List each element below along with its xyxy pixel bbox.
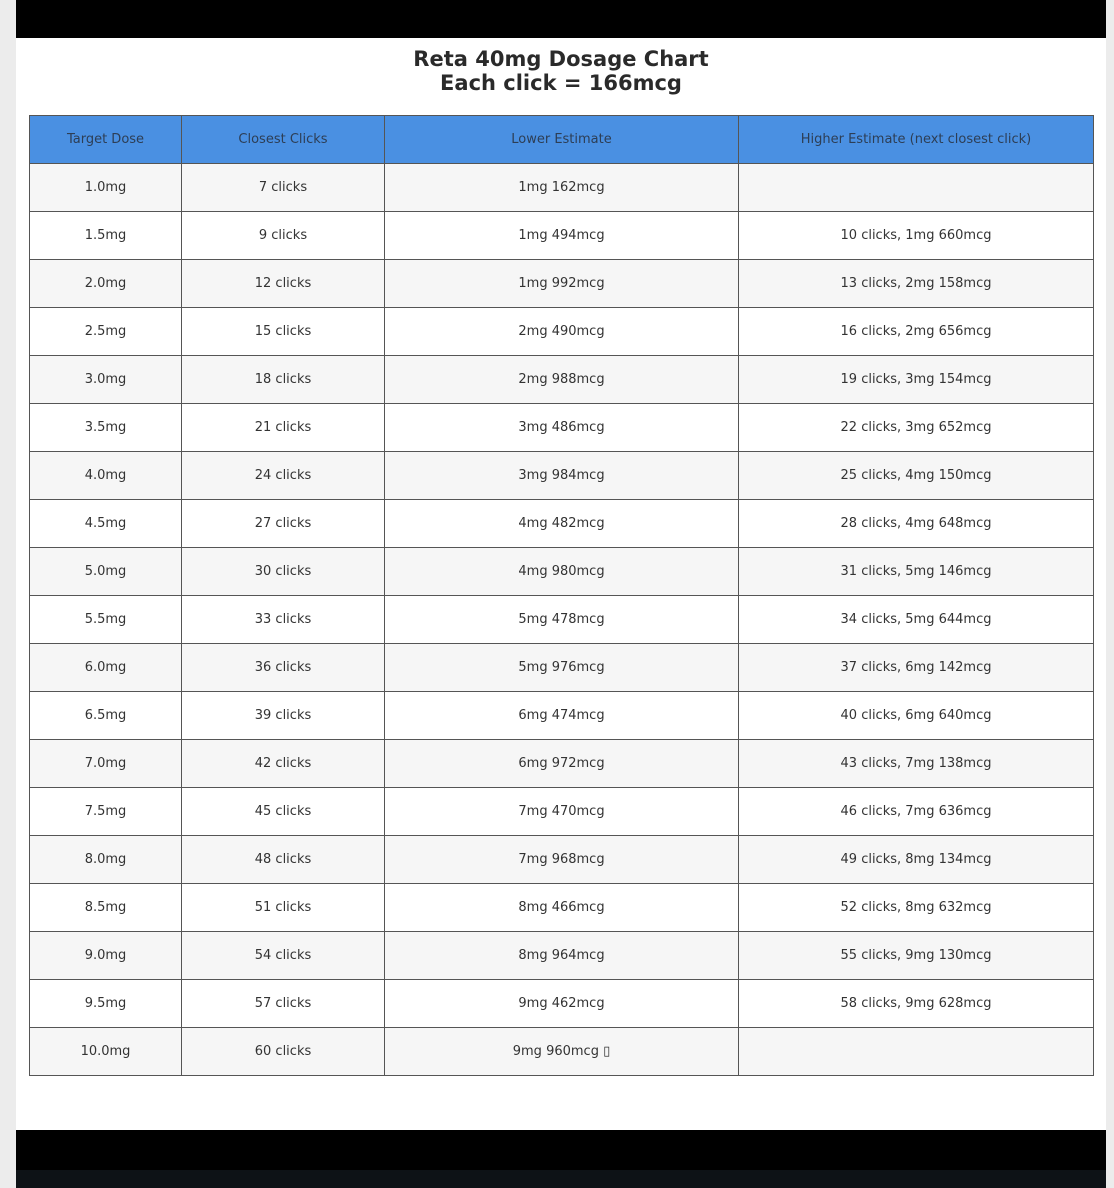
chart-title: Reta 40mg Dosage Chart [413, 47, 709, 71]
target-dose-cell: 9.5mg [30, 980, 182, 1028]
closest-clicks-cell: 57 clicks [182, 980, 385, 1028]
table-row [30, 1028, 1094, 1076]
target-dose-cell: 1.0mg [30, 164, 182, 212]
higher-estimate-cell: 13 clicks, 2mg 158mcg [739, 260, 1094, 308]
table-row [30, 596, 1094, 644]
lower-estimate-cell: 8mg 466mcg [385, 884, 739, 932]
table-row [30, 788, 1094, 836]
table-row [30, 932, 1094, 980]
chart-subtitle: Each click = 166mcg [440, 71, 682, 95]
lower-estimate-cell: 4mg 482mcg [385, 500, 739, 548]
target-dose-cell: 2.5mg [30, 308, 182, 356]
table-row [30, 980, 1094, 1028]
dosage-table [29, 115, 1094, 1076]
closest-clicks-cell: 21 clicks [182, 404, 385, 452]
table-row [30, 740, 1094, 788]
higher-estimate-cell: 28 clicks, 4mg 648mcg [739, 500, 1094, 548]
target-dose-cell: 3.5mg [30, 404, 182, 452]
higher-estimate-cell: 40 clicks, 6mg 640mcg [739, 692, 1094, 740]
higher-estimate-cell: 31 clicks, 5mg 146mcg [739, 548, 1094, 596]
closest-clicks-cell: 9 clicks [182, 212, 385, 260]
higher-estimate-cell: 52 clicks, 8mg 632mcg [739, 884, 1094, 932]
lower-estimate-cell: 1mg 992mcg [385, 260, 739, 308]
table-row [30, 164, 1094, 212]
target-dose-cell: 6.5mg [30, 692, 182, 740]
target-dose-cell: 8.0mg [30, 836, 182, 884]
table-row [30, 212, 1094, 260]
target-dose-cell: 9.0mg [30, 932, 182, 980]
lower-estimate-cell: 5mg 478mcg [385, 596, 739, 644]
lower-estimate-cell: 9mg 462mcg [385, 980, 739, 1028]
higher-estimate-cell: 16 clicks, 2mg 656mcg [739, 308, 1094, 356]
target-dose-cell: 8.5mg [30, 884, 182, 932]
closest-clicks-cell: 36 clicks [182, 644, 385, 692]
closest-clicks-cell: 60 clicks [182, 1028, 385, 1076]
table-row [30, 644, 1094, 692]
target-dose-cell: 7.0mg [30, 740, 182, 788]
higher-estimate-cell: 43 clicks, 7mg 138mcg [739, 740, 1094, 788]
higher-estimate-cell: 37 clicks, 6mg 142mcg [739, 644, 1094, 692]
closest-clicks-cell: 51 clicks [182, 884, 385, 932]
higher-estimate-cell: 25 clicks, 4mg 150mcg [739, 452, 1094, 500]
header-target-dose: Target Dose [30, 116, 182, 164]
table-row [30, 308, 1094, 356]
target-dose-cell: 7.5mg [30, 788, 182, 836]
lower-estimate-cell: 4mg 980mcg [385, 548, 739, 596]
header-row [30, 116, 1094, 164]
closest-clicks-cell: 24 clicks [182, 452, 385, 500]
closest-clicks-cell: 12 clicks [182, 260, 385, 308]
target-dose-cell: 5.5mg [30, 596, 182, 644]
target-dose-cell: 4.0mg [30, 452, 182, 500]
table-row [30, 548, 1094, 596]
lower-estimate-cell: 6mg 474mcg [385, 692, 739, 740]
closest-clicks-cell: 18 clicks [182, 356, 385, 404]
higher-estimate-cell: 19 clicks, 3mg 154mcg [739, 356, 1094, 404]
table-row [30, 500, 1094, 548]
table-row [30, 452, 1094, 500]
target-dose-cell: 4.5mg [30, 500, 182, 548]
screenshot-frame [16, 0, 1106, 1188]
lower-estimate-cell: 5mg 976mcg [385, 644, 739, 692]
closest-clicks-cell: 33 clicks [182, 596, 385, 644]
lower-estimate-cell: 9mg 960mcg ▯ [385, 1028, 739, 1076]
bottom-dark-strip [16, 1170, 1106, 1188]
closest-clicks-cell: 27 clicks [182, 500, 385, 548]
closest-clicks-cell: 48 clicks [182, 836, 385, 884]
header-closest-clicks: Closest Clicks [182, 116, 385, 164]
higher-estimate-cell [739, 164, 1094, 212]
table-body [30, 164, 1094, 1076]
bottom-black-bar [16, 1130, 1106, 1170]
higher-estimate-cell: 49 clicks, 8mg 134mcg [739, 836, 1094, 884]
higher-estimate-cell: 22 clicks, 3mg 652mcg [739, 404, 1094, 452]
target-dose-cell: 5.0mg [30, 548, 182, 596]
lower-estimate-cell: 3mg 486mcg [385, 404, 739, 452]
header-higher-estimate: Higher Estimate (next closest click) [739, 116, 1094, 164]
table-row [30, 884, 1094, 932]
chart-title-block [16, 47, 1106, 95]
lower-estimate-cell: 2mg 988mcg [385, 356, 739, 404]
closest-clicks-cell: 42 clicks [182, 740, 385, 788]
higher-estimate-cell: 58 clicks, 9mg 628mcg [739, 980, 1094, 1028]
table-row [30, 836, 1094, 884]
target-dose-cell: 10.0mg [30, 1028, 182, 1076]
lower-estimate-cell: 6mg 972mcg [385, 740, 739, 788]
lower-estimate-cell: 8mg 964mcg [385, 932, 739, 980]
target-dose-cell: 2.0mg [30, 260, 182, 308]
table-row [30, 692, 1094, 740]
closest-clicks-cell: 15 clicks [182, 308, 385, 356]
closest-clicks-cell: 30 clicks [182, 548, 385, 596]
closest-clicks-cell: 45 clicks [182, 788, 385, 836]
target-dose-cell: 1.5mg [30, 212, 182, 260]
header-lower-estimate: Lower Estimate [385, 116, 739, 164]
target-dose-cell: 3.0mg [30, 356, 182, 404]
lower-estimate-cell: 7mg 470mcg [385, 788, 739, 836]
higher-estimate-cell: 46 clicks, 7mg 636mcg [739, 788, 1094, 836]
target-dose-cell: 6.0mg [30, 644, 182, 692]
closest-clicks-cell: 54 clicks [182, 932, 385, 980]
lower-estimate-cell: 7mg 968mcg [385, 836, 739, 884]
closest-clicks-cell: 39 clicks [182, 692, 385, 740]
higher-estimate-cell: 10 clicks, 1mg 660mcg [739, 212, 1094, 260]
table-row [30, 356, 1094, 404]
lower-estimate-cell: 1mg 494mcg [385, 212, 739, 260]
higher-estimate-cell [739, 1028, 1094, 1076]
table-row [30, 404, 1094, 452]
higher-estimate-cell: 34 clicks, 5mg 644mcg [739, 596, 1094, 644]
table-header [30, 116, 1094, 164]
lower-estimate-cell: 1mg 162mcg [385, 164, 739, 212]
lower-estimate-cell: 3mg 984mcg [385, 452, 739, 500]
higher-estimate-cell: 55 clicks, 9mg 130mcg [739, 932, 1094, 980]
top-black-bar [16, 0, 1106, 38]
closest-clicks-cell: 7 clicks [182, 164, 385, 212]
table-row [30, 260, 1094, 308]
lower-estimate-cell: 2mg 490mcg [385, 308, 739, 356]
